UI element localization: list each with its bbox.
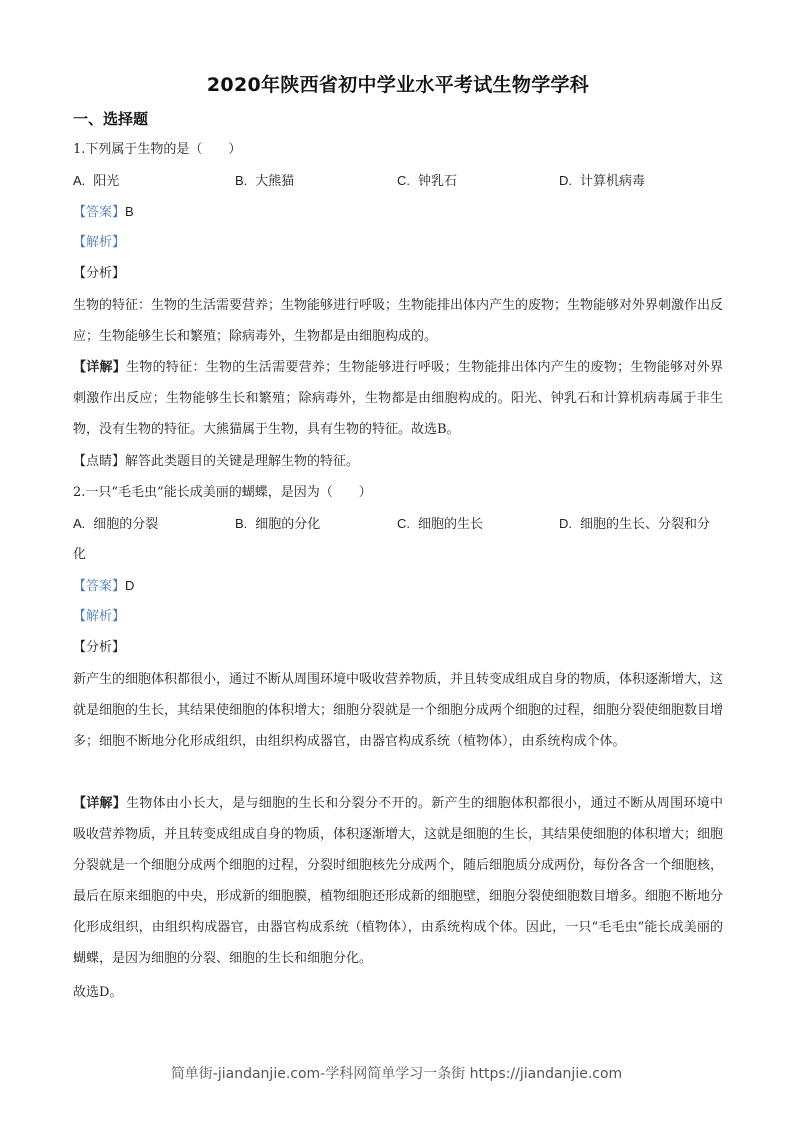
option-d-wrap: 化 [73,547,87,562]
conclusion: 故选D。 [73,985,123,1000]
answer-line [73,576,134,597]
option-b: B. 大熊猫 [235,173,295,189]
answer-label: 【答案】 [73,205,126,220]
option-d: D. 计算机病毒 [559,173,646,189]
option-c: C. 细胞的生长 [397,516,484,532]
answer-value: B [125,204,134,219]
option-a: A. 阳光 [73,173,120,189]
xiangjie-paragraph [73,788,723,974]
section-heading: 一、选择题 [73,110,149,128]
dianjing-label: 【点睛】 [73,454,126,469]
answer-line [73,202,134,223]
xiangjie-paragraph [73,352,723,445]
question-1-stem: 1.下列属于生物的是（ ） [73,142,242,157]
option-b: B. 细胞的分化 [235,516,321,532]
jiexi-label: 【解析】 [73,609,126,624]
option-a: A. 细胞的分裂 [73,516,159,532]
jiexi-label: 【解析】 [73,235,126,250]
question-2-stem: 2.一只“毛毛虫”能长成美丽的蝴蝶，是因为（ ） [73,485,372,500]
xiangjie-text: 生物体由小长大，是与细胞的生长和分裂分不开的。新产生的细胞体积都很小，通过不断从周围环境中吸收营养物质，并且转变成组成自身的物质，体积逐渐增大，这就是细胞的生长，其结果使细胞的体积增大；细胞分裂就是一个细胞分成两个细胞的过程，分裂时细胞核先分成两个，随后细胞质分成两份，每份各含一个细胞核，最后在原来细胞的中央，形成新的细胞膜，植物细胞还形成新的细胞壁，细胞分裂使细胞数目增多。细胞不断地分化形成组织，由组织构成器官，由器官构成系统（植物体），由系统构成个体。因此，一只“毛毛虫”能长成美丽的蝴蝶，是因为细胞的分裂、细胞的生长和细胞分化。 [73,796,724,966]
answer-value: D [125,578,135,593]
fenxi-text: 新产生的细胞体积都很小，通过不断从周围环境中吸收营养物质，并且转变成组成自身的物质，体积逐渐增大，这就是细胞的生长，其结果使细胞的体积增大；细胞分裂就是一个细胞分成两个细胞的过程，细胞分裂使细胞数目增多；细胞不断地分化形成组织，由组织构成器官，由器官构成系统（植物体），由系统构成个体。 [73,672,724,749]
xiangjie-text: 生物的特征：生物的生活需要营养；生物能够进行呼吸；生物能排出体内产生的废物；生物能够对外界刺激作出反应；生物能够生长和繁殖；除病毒外，生物都是由细胞构成的。阳光、钟乳石和计算机病毒属于非生物，没有生物的特征。大熊猫属于生物，具有生物的特征。故选B。 [73,360,723,437]
fenxi-label: 【分析】 [73,640,126,655]
answer-label: 【答案】 [73,579,126,594]
document-title: 2020年陕西省初中学业水平考试生物学学科 [206,74,590,96]
dianjing-text: 解答此类题目的关键是理解生物的特征。 [125,454,360,469]
footer-watermark: 简单街-jiandanjie.com-学科网简单学习一条街 https://jiandanjie.com [170,1066,623,1082]
xiangjie-label: 【详解】 [73,360,127,375]
option-d: D. 细胞的生长、分裂和分 [559,516,711,532]
option-c: C. 钟乳石 [397,173,458,189]
fenxi-text: 生物的特征：生物的生活需要营养；生物能够进行呼吸；生物能排出体内产生的废物；生物能够对外界刺激作出反应；生物能够生长和繁殖；除病毒外，生物都是由细胞构成的。 [73,298,724,344]
xiangjie-label: 【详解】 [73,796,127,811]
dianjing-line [73,452,359,472]
fenxi-label: 【分析】 [73,266,126,281]
